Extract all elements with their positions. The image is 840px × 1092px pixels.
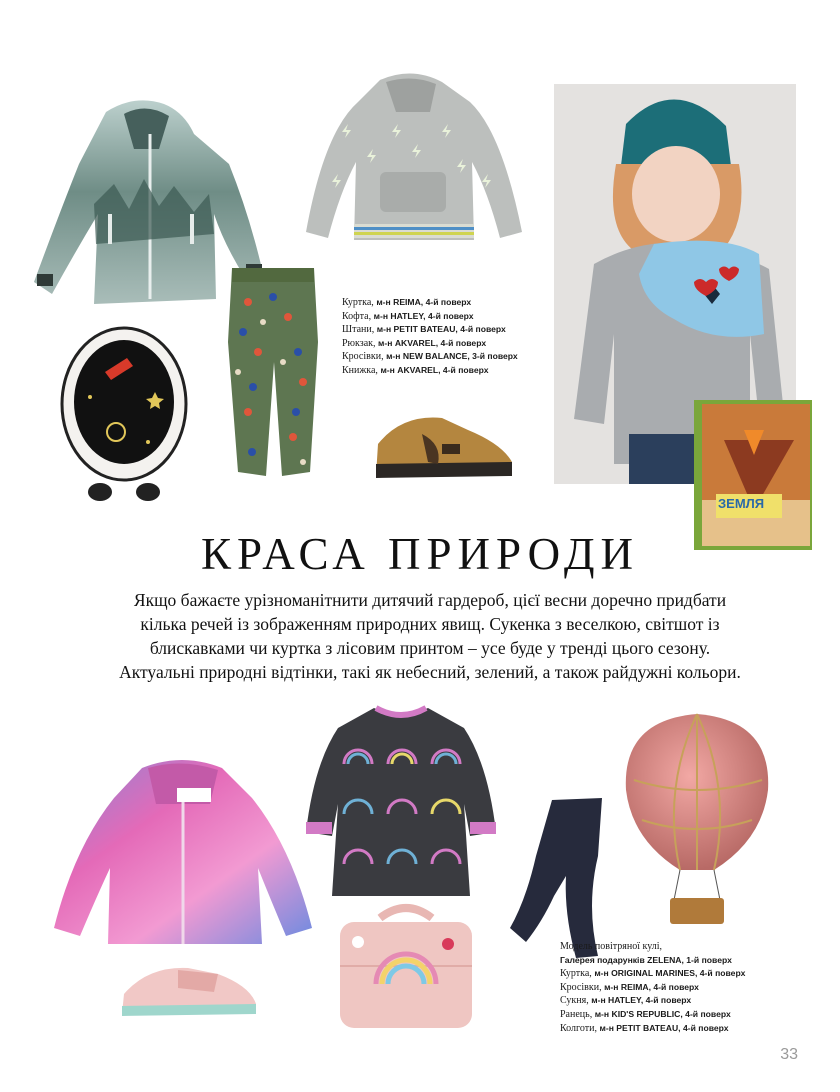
credit-item: Кросівки, — [342, 351, 387, 363]
credit-row — [560, 1008, 745, 1022]
rainbow-dress-image — [304, 704, 498, 900]
credit-item: Куртка, — [342, 297, 377, 308]
credit-shop: м-н REIMA, 4-й поверх — [604, 981, 699, 992]
credit-row — [342, 296, 518, 310]
credit-row — [560, 994, 745, 1008]
credit-shop: м-н AKVAREL, 4-й поверх — [378, 337, 487, 348]
lightning-hoodie-image — [302, 72, 524, 248]
credit-item: Ранець, — [560, 1008, 595, 1020]
credit-row — [342, 323, 518, 337]
credits-bottom — [560, 940, 745, 1035]
credit-row — [560, 967, 745, 981]
credit-row — [560, 1022, 745, 1036]
credit-item: Книжка, — [342, 364, 381, 376]
credit-shop: м-н KID'S REPUBLIC, 4-й поверх — [594, 1008, 731, 1019]
credit-row — [342, 337, 518, 351]
credit-item: Куртка, — [560, 968, 595, 980]
hot-air-balloon-image — [622, 710, 772, 926]
credit-row — [560, 981, 745, 995]
navy-tights-image — [506, 796, 606, 962]
pink-sneaker-image — [118, 950, 260, 1024]
book-cover-title: ЗЕМЛЯ — [718, 496, 765, 511]
dotted-pants-image — [218, 262, 328, 484]
credit-shop: Галерея подарунків ZELENA, 1-й поверх — [560, 954, 732, 965]
credit-item: Кросівки, — [560, 981, 605, 993]
page-title: КРАСА ПРИРОДИ — [200, 529, 640, 579]
credit-shop: м-н PETIT BATEAU, 4-й поверх — [376, 324, 506, 335]
credit-shop: м-н NEW BALANCE, 3-й поверх — [386, 351, 518, 362]
credit-row — [342, 350, 518, 364]
credit-shop: м-н REIMA, 4-й поверх — [376, 297, 472, 307]
page-number: 33 — [780, 1046, 798, 1063]
intro-line: блискавками чи куртка з лісовим принтом – усе буде у тренді цього сезону. — [149, 638, 711, 658]
credit-item: Кофта, — [342, 310, 374, 322]
credit-item: Штани, — [342, 324, 377, 336]
intro-line: кілька речей із зображенням природних явищ. Сукенка з веселкою, світшот із — [140, 614, 720, 634]
credit-row — [342, 364, 518, 378]
credit-shop: м-н AKVAREL, 4-й поверх — [380, 364, 489, 375]
credit-item: Сукня, — [560, 995, 592, 1007]
credit-item: Рюкзак, — [342, 337, 379, 349]
intro-line: Актуальні природні відтінки, такі як небесний, зелений, а також райдужні кольори. — [119, 662, 741, 682]
tie-dye-jacket-image — [52, 758, 314, 948]
credit-shop: м-н ORIGINAL MARINES, 4-й поверх — [594, 968, 746, 979]
credit-row — [342, 310, 518, 324]
intro-paragraph — [90, 588, 770, 684]
credit-row — [560, 954, 745, 968]
brown-sneaker-image — [372, 404, 517, 482]
credits-top — [342, 296, 518, 378]
credit-shop: м-н HATLEY, 4-й поверх — [373, 310, 474, 321]
pink-school-bag-image — [336, 904, 476, 1030]
credit-shop: м-н HATLEY, 4-й поверх — [591, 995, 692, 1006]
intro-line: Якщо бажаєте урізноманітнити дитячий гардероб, цієї весни доречно придбати — [133, 590, 727, 610]
credit-item: Модель повітряної кулі, — [560, 941, 663, 952]
credit-item: Колготи, — [560, 1022, 600, 1034]
credit-row — [560, 940, 745, 954]
credit-shop: м-н PETIT BATEAU, 4-й поверх — [599, 1022, 729, 1033]
astronaut-backpack-image — [60, 322, 190, 504]
